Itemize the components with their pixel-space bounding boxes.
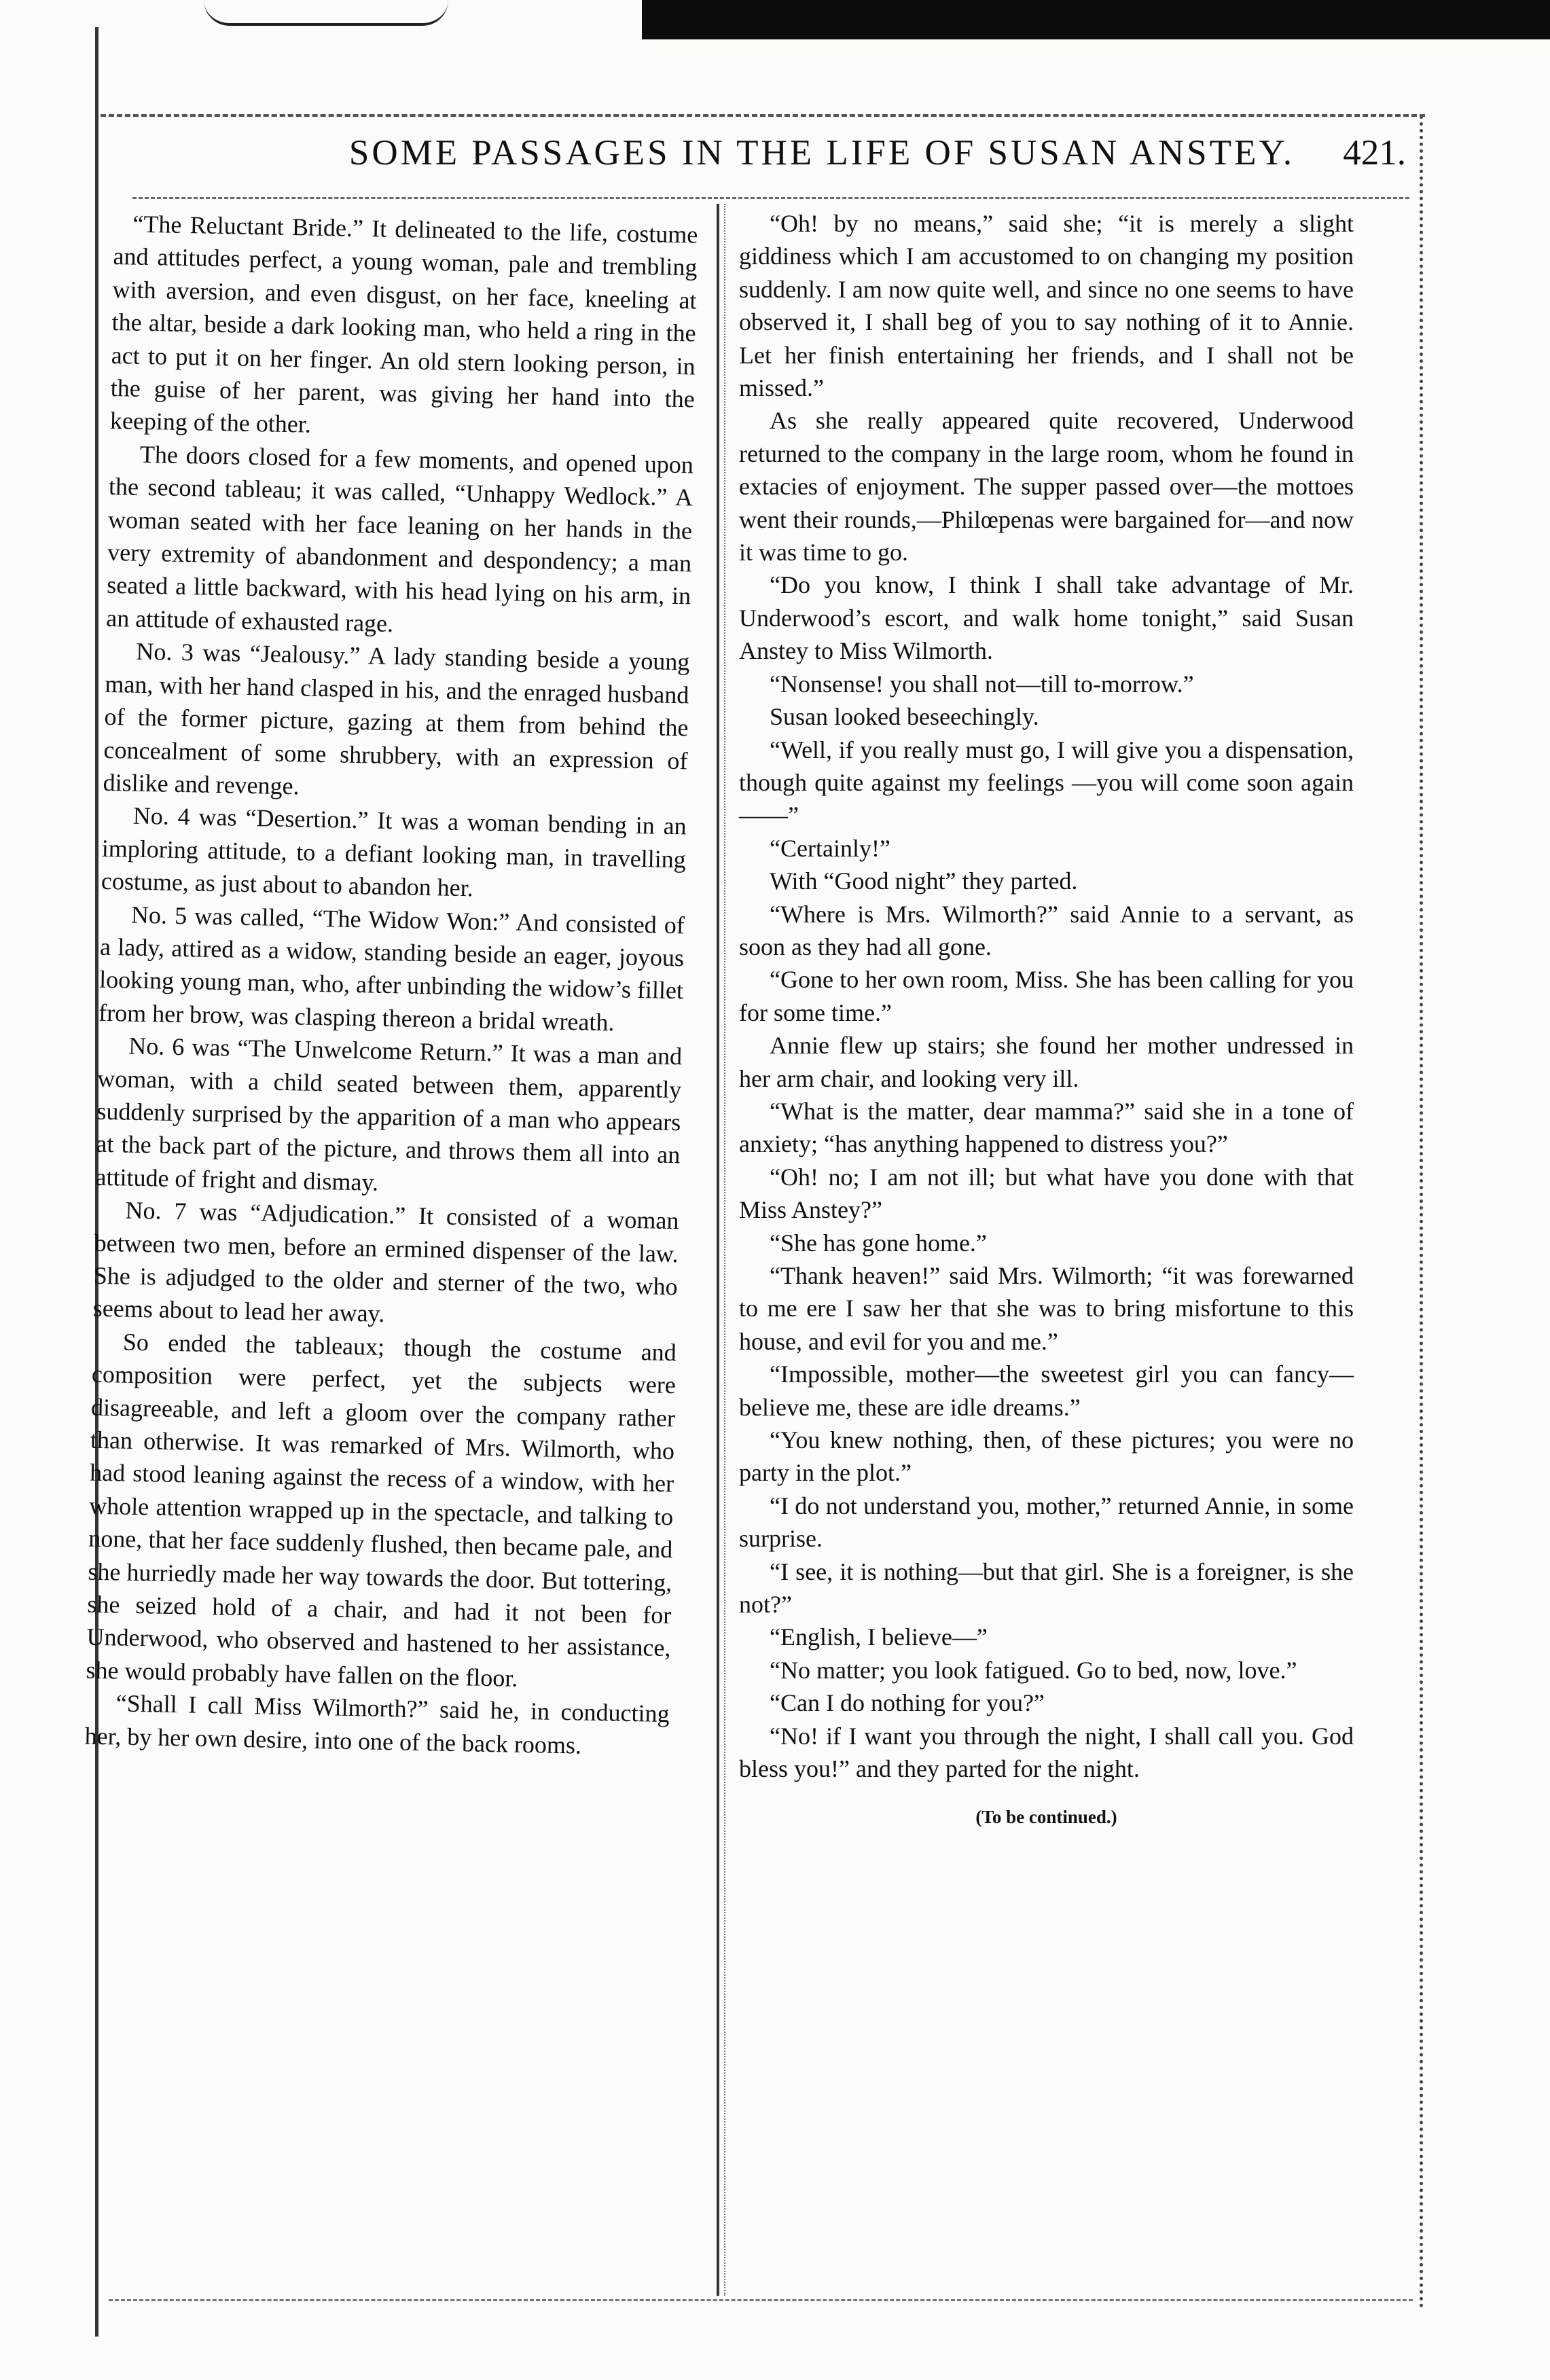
top-ornamental-rule	[101, 114, 1425, 117]
paragraph: So ended the tableaux; though the costume and composition were perfect, yet the subjects were disagreeable, and left a gloom over the company rather than otherwise. It was remarked of Mrs. Wilmorth, who had stood leaning against the recess of a window, with her whole attention wrapped up in the spectacle, and talking to none, that her face suddenly flushed, then became pale, and she hurriedly made her way towards the door. But tottering, she seized hold of a chair, and had it not been for Underwood, who observed and hastened to her assistance, she would probably have fallen on the floor.	[86, 1328, 677, 1692]
paragraph: “Can I do nothing for you?”	[770, 1689, 1045, 1717]
paragraph: “I do not understand you, mother,” returned Annie, in some surprise.	[739, 1492, 1354, 1553]
column-divider	[717, 204, 719, 2296]
paragraph: “What is the matter, dear mamma?” said she in a tone of anxiety; “has anything happened to distress you?”	[739, 1097, 1354, 1158]
paragraph: “You knew nothing, then, of these pictures; you were no party in the plot.”	[739, 1426, 1354, 1487]
page-right-border	[1420, 115, 1423, 2309]
paragraph: As she really appeared quite recovered, Underwood returned to the company in the large room, whom he found in extacies of enjoyment. The supper passed over—the mottoes went their rounds,—Philœpenas were bargained for—and now it was time to go.	[739, 407, 1354, 566]
bottom-ornamental-rule	[109, 2299, 1413, 2301]
paragraph: “Gone to her own room, Miss. She has been calling for you for some time.”	[739, 966, 1354, 1026]
paragraph: “Oh! no; I am not ill; but what have you done with that Miss Anstey?”	[739, 1163, 1354, 1224]
paragraph: No. 5 was called, “The Widow Won:” And consisted of a lady, attired as a widow, standing beside an eager, joyous looking young man, who, after unbinding the widow’s fillet from her brow, was clasping thereon a bridal wreath.	[98, 901, 685, 1036]
paragraph: “Shall I call Miss Wilmorth?” said he, in conducting her, by her own desire, into one of the back rooms.	[84, 1689, 670, 1759]
running-header	[136, 132, 1413, 187]
paragraph: No. 7 was “Adjudication.” It consisted of a woman between two men, before an ermined dispenser of the law. She is adjudged to the older and sterner of the two, who seems about to lead her away.	[92, 1196, 679, 1328]
paragraph: “She has gone home.”	[770, 1229, 987, 1257]
paragraph: “No! if I want you through the night, I shall call you. God bless you!” and they parted for the night.	[739, 1722, 1354, 1783]
right-column	[739, 207, 1354, 1833]
paragraph: No. 3 was “Jealousy.” A lady standing beside a young man, with her hand clasped in his, and the enraged husband of the former picture, gazing at them from behind the concealment of some shrubbery, with an expression of dislike and revenge.	[103, 638, 690, 800]
paragraph: No. 4 was “Desertion.” It was a woman bending in an imploring attitude, to a defiant looking man, in travelling costume, as just about to abandon her.	[101, 802, 687, 902]
paragraph: “I see, it is nothing—but that girl. She is a foreigner, is she not?”	[739, 1557, 1354, 1619]
paragraph: No. 6 was “The Unwelcome Return.” It was a man and woman, with a child seated between them, apparently suddenly surprised by the apparition of a man who appears at the back part of the picture, and throws them all into an attitude of fright and dismay.	[95, 1032, 683, 1196]
paragraph: With “Good night” they parted.	[770, 867, 1078, 895]
paragraph: “Impossible, mother—the sweetest girl you can fancy—believe me, these are idle dreams.”	[739, 1360, 1354, 1421]
paragraph: “Do you know, I think I shall take advantage of Mr. Underwood’s escort, and walk home tonight,” said Susan Anstey to Miss Wilmorth.	[739, 571, 1354, 665]
paragraph: “Certainly!”	[770, 834, 890, 862]
continued-note: (To be continued.)	[975, 1806, 1117, 1827]
paragraph: “Well, if you really must go, I will give you a dispensation, though quite against my feelings —you will come soon again——”	[739, 736, 1354, 829]
paragraph: “Thank heaven!” said Mrs. Wilmorth; “it was forewarned to me ere I saw her that she was to bring misfortune to this house, and evil for you and me.”	[739, 1262, 1354, 1355]
paragraph: “English, I believe—”	[770, 1623, 988, 1651]
paragraph: “No matter; you look fatigued. Go to bed, now, love.”	[770, 1656, 1297, 1684]
paragraph: Annie flew up stairs; she found her mother undressed in her arm chair, and looking very ill.	[739, 1032, 1354, 1092]
running-title: SOME PASSAGES IN THE LIFE OF SUSAN ANSTEY.	[348, 133, 1295, 173]
page-number: 421.	[1343, 133, 1406, 173]
scan-top-ornament	[204, 0, 448, 26]
header-rule	[132, 197, 1409, 199]
left-column	[84, 207, 698, 1763]
paragraph: “The Reluctant Bride.” It delineated to the life, costume and attitudes perfect, a young woman, pale and trembling with aversion, and even disgust, on her face, kneeling at the altar, beside a dark looking man, who held a ring in the act to put it on her finger. An old stern looking person, in the guise of her parent, was giving her hand into the keeping of the other.	[109, 210, 698, 439]
column-divider-dotted	[724, 204, 725, 2296]
scan-top-dark-band	[642, 0, 1550, 39]
paragraph: Susan looked beseechingly.	[770, 703, 1039, 731]
paragraph: The doors closed for a few moments, and opened upon the second tableau; it was called, “Unhappy Wedlock.” A woman seated with her face leaning on her hands in the very extremity of abandonment and despondency; a man seated a little backward, with his head lying on his arm, in an attitude of exhausted rage.	[106, 440, 694, 637]
paragraph: “Nonsense! you shall not—till to-morrow.”	[770, 670, 1194, 698]
paragraph: “Oh! by no means,” said she; “it is merely a slight giddiness which I am accustomed to on changing my position suddenly. I am now quite well, and since no one seems to have observed it, I shall beg of you to say nothing of it to Annie. Let her finish entertaining her friends, and I shall not be missed.”	[739, 210, 1354, 402]
paragraph: “Where is Mrs. Wilmorth?” said Annie to a servant, as soon as they had all gone.	[739, 900, 1354, 960]
